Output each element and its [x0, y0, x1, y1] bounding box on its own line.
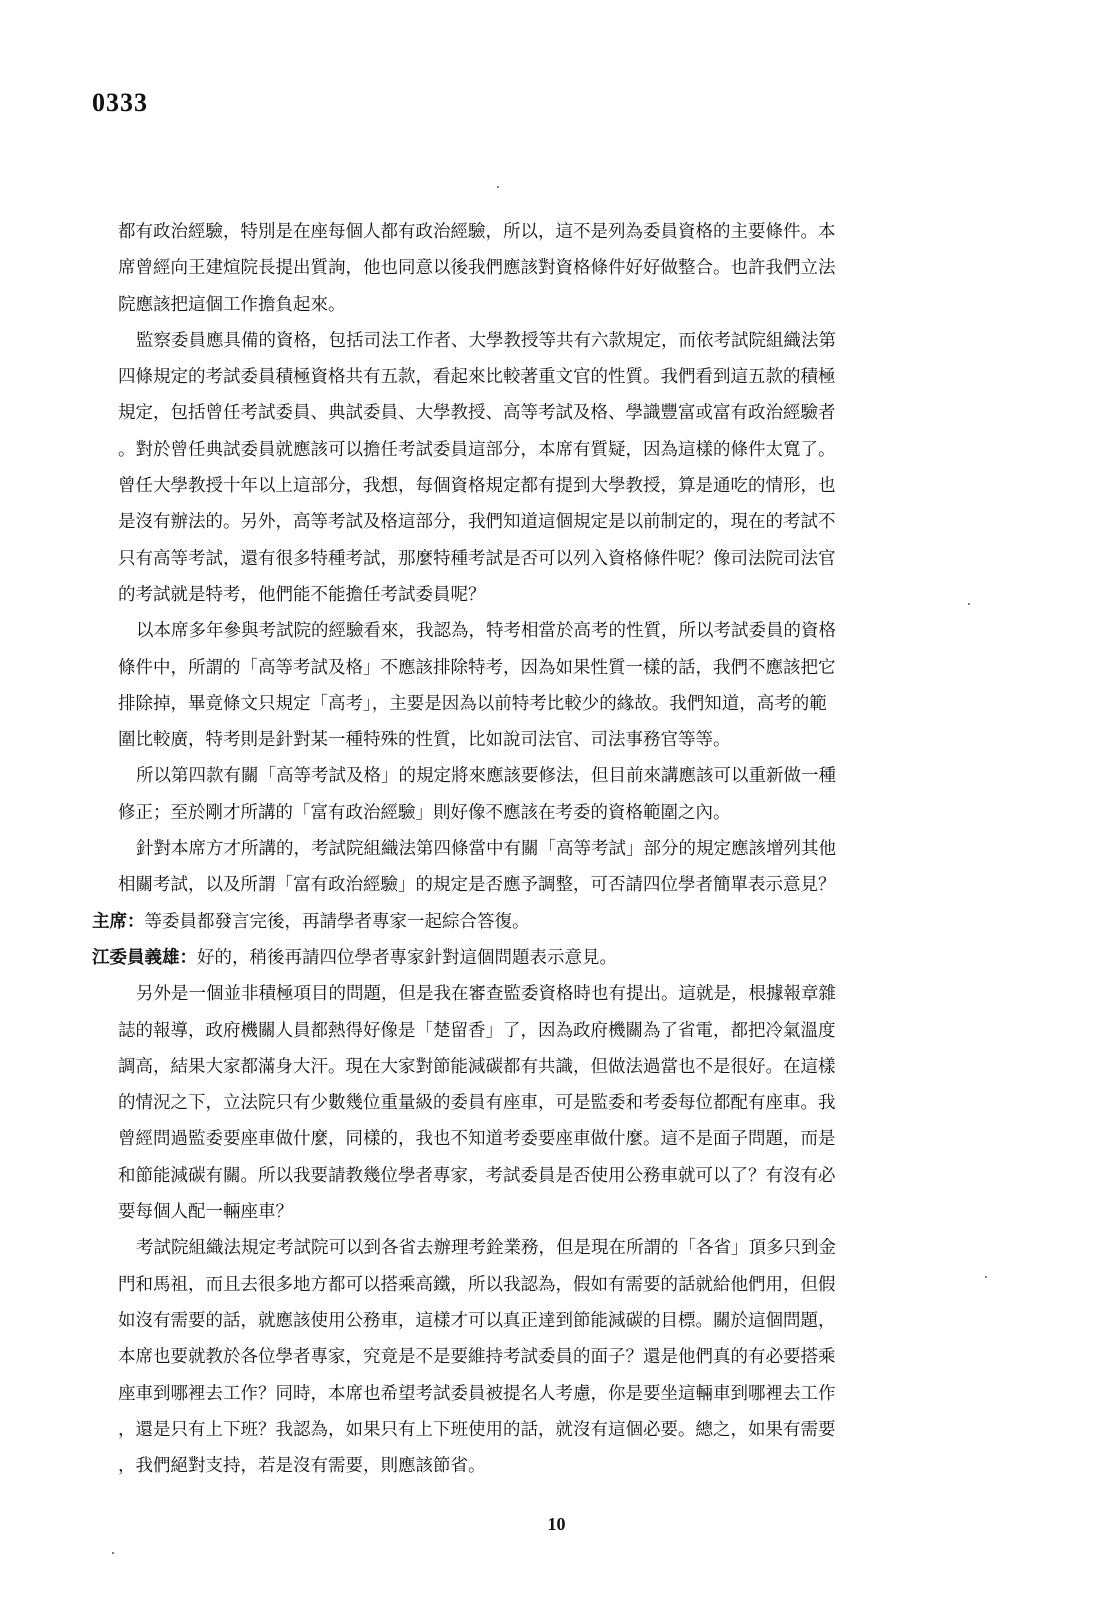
text-line: 都有政治經驗，特別是在座每個人都有政治經驗，所以，這不是列為委員資格的主要條件。本 [118, 222, 836, 242]
text-line: 所以第四款有關「高等考試及格」的規定將來應該要修法，但目前來講應該可以重新做一種 [136, 766, 836, 787]
scan-speck [985, 1276, 987, 1278]
text-line: 的考試就是特考，他們能不能擔任考試委員呢？ [118, 584, 486, 605]
text-line: 相關考試，以及所謂「富有政治經驗」的規定是否應予調整，可否請四位學者簡單表示意見？ [118, 875, 836, 896]
text-line: 圍比較廣，特考則是針對某一種特殊的性質，比如說司法官、司法事務官等等。 [118, 730, 731, 751]
text-line: 以本席多年參與考試院的經驗看來，我認為，特考相當於高考的性質，所以考試委員的資格 [136, 621, 836, 642]
chair-statement [92, 904, 992, 940]
text-line: 誌的報導，政府機關人員都熱得好像是「楚留香」了，因為政府機關為了省電，都把冷氣溫度 [118, 1020, 836, 1041]
statement-text: 好的，稍後再請四位學者專家針對這個問題表示意見。 [197, 947, 617, 968]
text-line: ，還是只有上下班？我認為，如果只有上下班使用的話，就沒有這個必要。總之，如果有需要 [118, 1419, 836, 1440]
text-line: 門和馬祖，而且去很多地方都可以搭乘高鐵，所以我認為，假如有需要的話就給他們用，但假 [118, 1274, 836, 1295]
text-line: 和節能減碳有關。所以我要請教幾位學者專家，考試委員是否使用公務車就可以了？有沒有必 [118, 1165, 836, 1186]
text-line: 只有高等考試，還有很多特種考試，那麼特種考試是否可以列入資格條件呢？像司法院司法官 [118, 548, 836, 569]
document-id: 0333 [92, 88, 148, 117]
jiang-statement [92, 940, 992, 976]
text-line: 曾經問過監委要座車做什麼，同樣的，我也不知道考委要座車做什麼。這不是面子問題，而是 [118, 1129, 836, 1150]
scan-speck [112, 1552, 114, 1554]
document-body [92, 214, 992, 1484]
speaker-jiang: 江委員義雄： [92, 947, 197, 968]
scan-speck [497, 186, 499, 188]
text-line: 是沒有辦法的。另外，高等考試及格這部分，我們知道這個規定是以前制定的，現在的考試不 [118, 512, 836, 533]
text-line: 。對於曾任典試委員就應該可以擔任考試委員這部分，本席有質疑，因為這樣的條件太寬了。 [118, 439, 836, 460]
text-line: 座車到哪裡去工作？同時，本席也希望考試委員被提名人考慮，你是要坐這輛車到哪裡去工作 [118, 1383, 836, 1404]
text-line: 條件中，所謂的「高等考試及格」不應該排除特考，因為如果性質一樣的話，我們不應該把它 [118, 657, 836, 678]
text-line: 本席也要就教於各位學者專家，究竟是不是要維持考試委員的面子？還是他們真的有必要搭乘 [118, 1347, 836, 1368]
text-line: 另外是一個並非積極項目的問題，但是我在審查監委資格時也有提出。這就是，根據報章雜 [136, 984, 836, 1005]
text-line: ，我們絕對支持，若是沒有需要，則應該節省。 [118, 1456, 486, 1477]
text-line: 考試院組織法規定考試院可以到各省去辦理考銓業務，但是現在所謂的「各省」頂多只到金 [136, 1238, 836, 1259]
text-line: 如沒有需要的話，就應該使用公務車，這樣才可以真正達到節能減碳的目標。關於這個問題， [118, 1310, 836, 1331]
text-line: 的情況之下，立法院只有少數幾位重量級的委員有座車，可是監委和考委每位都配有座車。我 [118, 1093, 836, 1114]
text-line: 規定，包括曾任考試委員、典試委員、大學教授、高等考試及格、學識豐富或富有政治經驗者 [118, 403, 836, 424]
text-line: 四條規定的考試委員積極資格共有五款，看起來比較著重文官的性質。我們看到這五款的積極 [118, 367, 836, 388]
text-line: 排除掉，畢竟條文只規定「高考」，主要是因為以前特考比較少的緣故。我們知道，高考的範 [118, 693, 827, 714]
scan-speck [968, 603, 970, 605]
page-number: 10 [547, 1514, 566, 1534]
text-line: 針對本席方才所講的，考試院組織法第四條當中有關「高等考試」部分的規定應該增列其他 [136, 839, 836, 860]
speaker-chair: 主席： [92, 911, 145, 932]
text-line: 修正；至於剛才所講的「富有政治經驗」則好像不應該在考委的資格範圍之內。 [118, 802, 731, 823]
text-line: 監察委員應具備的資格，包括司法工作者、大學教授等共有六款規定，而依考試院組織法第 [136, 330, 836, 351]
text-line: 要每個人配一輛座車？ [118, 1202, 293, 1223]
text-line: 院應該把這個工作擔負起來。 [118, 294, 346, 315]
text-line: 席曾經向王建煊院長提出質詢，他也同意以後我們應該對資格條件好好做整合。也許我們立法 [118, 258, 836, 279]
text-line: 調高，結果大家都滿身大汗。現在大家對節能減碳都有共識，但做法過當也不是很好。在這樣 [118, 1056, 836, 1077]
text-line: 曾任大學教授十年以上這部分，我想，每個資格規定都有提到大學教授，算是通吃的情形，也 [118, 476, 836, 497]
statement-text: 等委員都發言完後，再請學者專家一起綜合答復。 [144, 911, 530, 932]
